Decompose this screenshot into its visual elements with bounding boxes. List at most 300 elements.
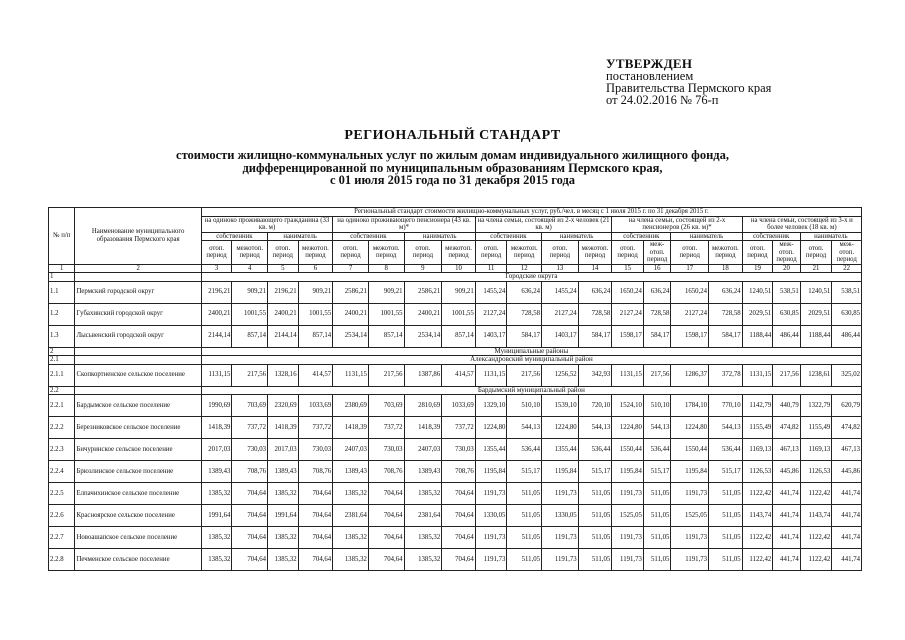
header-nonheat-period: межотоп. период	[442, 241, 476, 265]
row-value: 1650,24	[612, 281, 644, 303]
row-value: 1131,15	[475, 364, 507, 386]
row-value: 636,24	[507, 281, 542, 303]
row-value: 342,93	[578, 364, 612, 386]
row-name: Бардымское сельское поселение	[75, 395, 201, 417]
row-value: 511,05	[507, 527, 542, 549]
row-num: 2.2.4	[49, 461, 75, 483]
row-value: 1155,49	[742, 417, 773, 439]
row-value: 515,17	[507, 461, 542, 483]
row-value: 217,56	[232, 364, 268, 386]
header-group: на одиноко проживающего пенсионера (43 кв. м)*	[333, 216, 476, 232]
header-nonheat-period: меж-отоп. период	[643, 241, 671, 265]
row-value: 2586,21	[333, 281, 369, 303]
row-value: 1385,32	[333, 549, 369, 571]
row-value: 536,44	[643, 439, 671, 461]
header-owner: собственник	[742, 232, 800, 241]
row-value: 1143,74	[800, 505, 832, 527]
column-number: 9	[404, 264, 442, 273]
approval-stamp	[606, 58, 771, 106]
section-row	[49, 347, 862, 356]
row-value: 2127,24	[671, 303, 709, 325]
column-number: 16	[643, 264, 671, 273]
row-num: 1.1	[49, 281, 75, 303]
section-blank	[75, 356, 201, 365]
row-value: 730,03	[368, 439, 404, 461]
row-num: 1.3	[49, 325, 75, 347]
row-value: 2196,21	[268, 281, 299, 303]
row-value: 704,64	[298, 549, 333, 571]
row-value: 1403,17	[475, 325, 507, 347]
row-value: 1991,64	[268, 505, 299, 527]
row-value: 511,05	[643, 483, 671, 505]
row-value: 737,72	[368, 417, 404, 439]
row-value: 1598,17	[612, 325, 644, 347]
header-nonheat-period: межотоп. период	[507, 241, 542, 265]
row-value: 857,14	[298, 325, 333, 347]
row-value: 1195,84	[542, 461, 579, 483]
row-value: 536,44	[507, 439, 542, 461]
row-value: 704,64	[368, 527, 404, 549]
header-heat-period: отоп. период	[800, 241, 832, 265]
row-value: 544,13	[578, 417, 612, 439]
row-value: 1322,79	[800, 395, 832, 417]
row-value: 1418,39	[404, 417, 442, 439]
row-value: 1191,73	[671, 549, 709, 571]
row-value: 737,72	[298, 417, 333, 439]
subtitle-line: стоимости жилищно-коммунальных услуг по жилым домам индивидуального жилищного фонда,	[176, 148, 729, 162]
row-value: 1385,32	[201, 527, 232, 549]
row-value: 1355,44	[475, 439, 507, 461]
row-value: 1001,55	[442, 303, 476, 325]
row-value: 441,74	[832, 505, 862, 527]
header-heat-period: отоп. период	[268, 241, 299, 265]
header-super: Региональный стандарт стоимости жилищно-коммунальных услуг, руб./чел. в месяц с 1 июля 2015 г. по 31 декабря 2015 г.	[201, 208, 861, 217]
header-num: № п/п	[49, 208, 75, 265]
row-value: 1126,53	[800, 461, 832, 483]
row-num: 2.2.2	[49, 417, 75, 439]
row-value: 1385,32	[404, 483, 442, 505]
row-value: 1126,53	[742, 461, 773, 483]
column-number: 2	[75, 264, 201, 273]
row-value: 703,69	[232, 395, 268, 417]
row-value: 1240,51	[800, 281, 832, 303]
row-value: 1385,32	[201, 483, 232, 505]
row-value: 909,21	[298, 281, 333, 303]
row-value: 2534,14	[404, 325, 442, 347]
row-value: 511,05	[643, 549, 671, 571]
row-value: 1122,42	[742, 483, 773, 505]
section-blank	[75, 347, 201, 356]
row-value: 1389,43	[333, 461, 369, 483]
row-value: 857,14	[442, 325, 476, 347]
row-value: 1329,10	[475, 395, 507, 417]
document-title: РЕГИОНАЛЬНЫЙ СТАНДАРТ	[344, 128, 561, 143]
table-row	[49, 527, 862, 549]
section-label: Бардымский муниципальный район	[201, 386, 861, 395]
row-value: 511,05	[709, 505, 743, 527]
row-value: 2029,51	[742, 303, 773, 325]
row-value: 2196,21	[201, 281, 232, 303]
table-row	[49, 461, 862, 483]
section-label: Муниципальные районы	[201, 347, 861, 356]
row-value: 1550,44	[671, 439, 709, 461]
row-value: 325,02	[832, 364, 862, 386]
row-value: 1131,15	[742, 364, 773, 386]
row-value: 2586,21	[404, 281, 442, 303]
column-number: 4	[232, 264, 268, 273]
row-value: 1224,80	[671, 417, 709, 439]
row-value: 414,57	[442, 364, 476, 386]
row-name: Бичуринское сельское поселение	[75, 439, 201, 461]
row-value: 704,64	[232, 483, 268, 505]
row-value: 708,76	[298, 461, 333, 483]
row-name: Новоашапское сельское поселение	[75, 527, 201, 549]
row-value: 630,85	[773, 303, 801, 325]
row-value: 1385,32	[268, 527, 299, 549]
header-owner: собственник	[475, 232, 541, 241]
row-value: 728,58	[709, 303, 743, 325]
row-value: 737,72	[232, 417, 268, 439]
header-heat-period: отоп. период	[612, 241, 644, 265]
row-value: 2381,64	[404, 505, 442, 527]
row-value: 704,64	[368, 549, 404, 571]
row-value: 2407,03	[333, 439, 369, 461]
table-row	[49, 483, 862, 505]
row-value: 704,64	[298, 505, 333, 527]
row-name: Красноярское сельское поселение	[75, 505, 201, 527]
row-value: 2144,14	[268, 325, 299, 347]
row-value: 1224,80	[542, 417, 579, 439]
row-value: 1155,49	[800, 417, 832, 439]
row-value: 1001,55	[232, 303, 268, 325]
row-value: 704,64	[442, 483, 476, 505]
row-value: 1539,10	[542, 395, 579, 417]
header-heat-period: отоп. период	[333, 241, 369, 265]
row-value: 372,78	[709, 364, 743, 386]
column-number: 21	[800, 264, 832, 273]
header-nonheat-period: межотоп. период	[368, 241, 404, 265]
row-value: 730,03	[298, 439, 333, 461]
section-blank	[75, 273, 201, 282]
column-number: 19	[742, 264, 773, 273]
row-value: 2400,21	[404, 303, 442, 325]
header-owner: собственник	[201, 232, 267, 241]
table-row	[49, 395, 862, 417]
column-number: 10	[442, 264, 476, 273]
row-value: 2380,69	[333, 395, 369, 417]
row-value: 704,64	[368, 505, 404, 527]
row-value: 536,44	[709, 439, 743, 461]
header-name: Наименование муниципального образования Пермского края	[75, 208, 201, 265]
row-value: 544,13	[507, 417, 542, 439]
row-value: 1385,32	[268, 549, 299, 571]
row-value: 704,64	[368, 483, 404, 505]
row-value: 441,74	[832, 549, 862, 571]
row-name: Пермский городской округ	[75, 281, 201, 303]
row-value: 703,69	[368, 395, 404, 417]
row-value: 1195,84	[475, 461, 507, 483]
approval-line: Правительства Пермского края	[606, 81, 772, 95]
row-value: 1403,17	[542, 325, 579, 347]
row-value: 1122,42	[800, 527, 832, 549]
row-value: 1330,05	[542, 505, 579, 527]
row-value: 414,57	[298, 364, 333, 386]
row-value: 1191,73	[612, 527, 644, 549]
row-value: 1328,16	[268, 364, 299, 386]
row-value: 441,74	[773, 549, 801, 571]
row-value: 2320,69	[268, 395, 299, 417]
row-value: 1143,74	[742, 505, 773, 527]
section-row	[49, 386, 862, 395]
row-value: 1525,05	[671, 505, 709, 527]
row-value: 2407,03	[404, 439, 442, 461]
row-value: 440,79	[773, 395, 801, 417]
header-tenant: наниматель	[404, 232, 475, 241]
row-value: 511,05	[507, 549, 542, 571]
row-value: 217,56	[773, 364, 801, 386]
row-value: 511,05	[507, 505, 542, 527]
row-value: 1385,32	[268, 483, 299, 505]
header-nonheat-period: межотоп. период	[232, 241, 268, 265]
row-value: 636,24	[578, 281, 612, 303]
row-value: 2127,24	[542, 303, 579, 325]
row-value: 1330,05	[475, 505, 507, 527]
row-value: 1524,10	[612, 395, 644, 417]
row-value: 511,05	[578, 549, 612, 571]
row-value: 1385,32	[333, 483, 369, 505]
row-value: 704,64	[442, 549, 476, 571]
row-value: 584,17	[643, 325, 671, 347]
column-number: 1	[49, 264, 75, 273]
section-row	[49, 273, 862, 282]
row-value: 1389,43	[268, 461, 299, 483]
row-value: 2017,03	[268, 439, 299, 461]
row-name: Лысьвенский городской округ	[75, 325, 201, 347]
row-num: 2.2.7	[49, 527, 75, 549]
row-value: 728,58	[643, 303, 671, 325]
header-group: на члена семьи, состоящей из 2-х пенсионеров (26 кв. м)*	[612, 216, 742, 232]
row-value: 2029,51	[800, 303, 832, 325]
row-value: 909,21	[232, 281, 268, 303]
row-value: 704,64	[298, 483, 333, 505]
row-value: 737,72	[442, 417, 476, 439]
column-number: 11	[475, 264, 507, 273]
row-value: 1033,69	[442, 395, 476, 417]
table-row	[49, 549, 862, 571]
column-number: 17	[671, 264, 709, 273]
table-row	[49, 505, 862, 527]
row-value: 1122,42	[800, 549, 832, 571]
row-value: 730,03	[442, 439, 476, 461]
row-value: 1224,80	[612, 417, 644, 439]
row-value: 474,82	[832, 417, 862, 439]
header-tenant: наниматель	[268, 232, 333, 241]
row-value: 510,10	[643, 395, 671, 417]
header-nonheat-period: меж-отоп. период	[773, 241, 801, 265]
row-value: 1195,84	[671, 461, 709, 483]
row-value: 1385,32	[404, 549, 442, 571]
row-value: 1191,73	[671, 483, 709, 505]
row-num: 1.2	[49, 303, 75, 325]
row-value: 1131,15	[333, 364, 369, 386]
column-number: 20	[773, 264, 801, 273]
row-value: 2144,14	[201, 325, 232, 347]
section-num: 2.2	[49, 386, 75, 395]
row-value: 217,56	[368, 364, 404, 386]
section-blank	[75, 386, 201, 395]
column-number: 12	[507, 264, 542, 273]
row-value: 2534,14	[333, 325, 369, 347]
row-value: 1784,10	[671, 395, 709, 417]
row-value: 511,05	[709, 483, 743, 505]
row-value: 1525,05	[612, 505, 644, 527]
row-value: 486,44	[773, 325, 801, 347]
table-row	[49, 439, 862, 461]
header-group: на члена семьи, состоящей из 3-х и более человек (18 кв. м)	[742, 216, 861, 232]
row-num: 2.2.8	[49, 549, 75, 571]
row-value: 1191,73	[612, 483, 644, 505]
row-value: 441,74	[773, 483, 801, 505]
row-value: 474,82	[773, 417, 801, 439]
row-value: 217,56	[643, 364, 671, 386]
row-value: 515,17	[709, 461, 743, 483]
row-value: 511,05	[643, 505, 671, 527]
column-number: 14	[578, 264, 612, 273]
section-num: 2.1	[49, 356, 75, 365]
row-value: 704,64	[232, 505, 268, 527]
row-value: 1385,32	[404, 527, 442, 549]
row-num: 2.1.1	[49, 364, 75, 386]
row-value: 2400,21	[201, 303, 232, 325]
subtitle-line: дифференцированной по муниципальным образованиям Пермского края,	[242, 160, 663, 175]
header-nonheat-period: межотоп. период	[709, 241, 743, 265]
row-value: 515,17	[578, 461, 612, 483]
row-value: 441,74	[832, 483, 862, 505]
row-value: 538,51	[832, 281, 862, 303]
row-value: 704,64	[442, 527, 476, 549]
row-value: 486,44	[832, 325, 862, 347]
header-nonheat-period: меж-отоп. период	[832, 241, 862, 265]
row-value: 467,13	[832, 439, 862, 461]
row-num: 2.2.5	[49, 483, 75, 505]
table-row	[49, 417, 862, 439]
approval-title: УТВЕРЖДЕН	[606, 56, 693, 71]
row-value: 857,14	[232, 325, 268, 347]
approval-line: постановлением	[606, 69, 694, 83]
row-value: 511,05	[709, 549, 743, 571]
document-subtitle	[0, 149, 905, 187]
row-value: 1122,42	[742, 527, 773, 549]
row-name: Березниковское сельское поселение	[75, 417, 201, 439]
row-value: 2127,24	[475, 303, 507, 325]
row-value: 2400,21	[333, 303, 369, 325]
row-value: 467,13	[773, 439, 801, 461]
row-value: 584,17	[507, 325, 542, 347]
row-value: 1238,61	[800, 364, 832, 386]
column-number: 13	[542, 264, 579, 273]
column-number: 3	[201, 264, 232, 273]
row-value: 1385,32	[201, 549, 232, 571]
row-name: Скопкортненское сельское поселение	[75, 364, 201, 386]
row-value: 544,13	[643, 417, 671, 439]
row-value: 1191,73	[542, 483, 579, 505]
column-number: 8	[368, 264, 404, 273]
section-label: Александровский муниципальный район	[201, 356, 861, 365]
row-name: Печменское сельское поселение	[75, 549, 201, 571]
header-heat-period: отоп. период	[475, 241, 507, 265]
row-value: 1191,73	[475, 549, 507, 571]
row-value: 1650,24	[671, 281, 709, 303]
row-value: 1418,39	[201, 417, 232, 439]
row-value: 1286,37	[671, 364, 709, 386]
header-tenant: наниматель	[542, 232, 612, 241]
row-value: 510,10	[507, 395, 542, 417]
section-label: Городские округа	[201, 273, 861, 282]
row-value: 1418,39	[268, 417, 299, 439]
row-value: 1001,55	[298, 303, 333, 325]
row-value: 1550,44	[612, 439, 644, 461]
header-heat-period: отоп. период	[404, 241, 442, 265]
row-value: 1387,86	[404, 364, 442, 386]
row-value: 445,86	[773, 461, 801, 483]
row-value: 536,44	[578, 439, 612, 461]
row-value: 441,74	[832, 527, 862, 549]
row-value: 1991,64	[201, 505, 232, 527]
header-group: на члена семьи, состоящей из 2-х человек (21 кв. м)	[475, 216, 611, 232]
row-value: 1122,42	[742, 549, 773, 571]
table-row	[49, 364, 862, 386]
row-value: 538,51	[773, 281, 801, 303]
row-value: 1142,79	[742, 395, 773, 417]
row-value: 1191,73	[542, 527, 579, 549]
header-tenant: наниматель	[800, 232, 861, 241]
row-value: 1256,52	[542, 364, 579, 386]
row-value: 511,05	[507, 483, 542, 505]
row-name: Губахинский городской округ	[75, 303, 201, 325]
column-number: 22	[832, 264, 862, 273]
row-value: 2400,21	[268, 303, 299, 325]
row-value: 728,58	[578, 303, 612, 325]
row-value: 2017,03	[201, 439, 232, 461]
row-value: 704,64	[298, 527, 333, 549]
row-value: 1389,43	[201, 461, 232, 483]
header-tenant: наниматель	[671, 232, 742, 241]
row-value: 708,76	[232, 461, 268, 483]
approval-date: от 24.02.2016 № 76-п	[606, 93, 719, 107]
header-heat-period: отоп. период	[742, 241, 773, 265]
row-value: 728,58	[507, 303, 542, 325]
row-value: 1188,44	[800, 325, 832, 347]
row-value: 704,64	[232, 549, 268, 571]
column-number: 18	[709, 264, 743, 273]
row-num: 2.2.1	[49, 395, 75, 417]
section-num: 1	[49, 273, 75, 282]
header-owner: собственник	[612, 232, 671, 241]
row-value: 1389,43	[404, 461, 442, 483]
row-value: 1418,39	[333, 417, 369, 439]
row-value: 1131,15	[612, 364, 644, 386]
row-value: 909,21	[442, 281, 476, 303]
row-value: 1169,13	[742, 439, 773, 461]
row-value: 636,24	[643, 281, 671, 303]
table-row	[49, 325, 862, 347]
column-number: 5	[268, 264, 299, 273]
row-num: 2.2.3	[49, 439, 75, 461]
row-value: 511,05	[709, 527, 743, 549]
header-nonheat-period: межотоп. период	[578, 241, 612, 265]
row-value: 720,10	[578, 395, 612, 417]
row-value: 1191,73	[475, 527, 507, 549]
